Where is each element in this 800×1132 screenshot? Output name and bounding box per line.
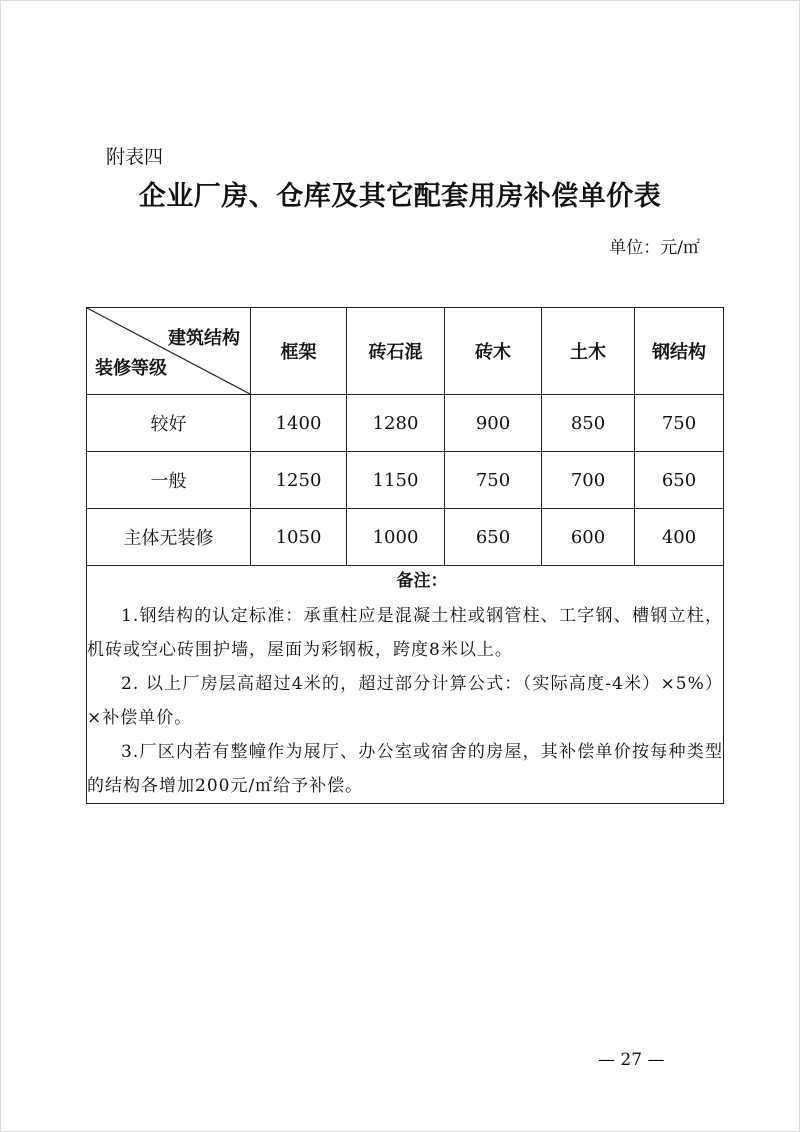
table-row	[87, 509, 724, 566]
price-cell: 1150	[347, 452, 445, 509]
structure-type-header: 建筑结构	[168, 328, 240, 349]
diagonal-divider	[87, 308, 250, 394]
column-header: 砖木	[445, 308, 542, 395]
price-cell: 650	[635, 452, 724, 509]
column-header: 砖石混	[347, 308, 445, 395]
compensation-price-table	[86, 307, 724, 804]
price-cell: 700	[542, 452, 635, 509]
note-item: 1.钢结构的认定标准：承重柱应是混凝土柱或钢管柱、工字钢、槽钢立柱，机砖或空心砖围护墙，屋面为彩钢板，跨度8米以上。	[87, 606, 723, 660]
note-item: 3.厂区内若有整幢作为展厅、办公室或宿舍的房屋，其补偿单价按每种类型的结构各增加200元/㎡给予补偿。	[87, 742, 723, 796]
price-cell: 750	[635, 395, 724, 452]
note-item: 2. 以上厂房层高超过4米的，超过部分计算公式：（实际高度-4米）×5%）×补偿单价。	[87, 674, 723, 728]
table-corner-cell	[87, 308, 251, 395]
notes-cell	[87, 566, 724, 804]
decoration-grade-header: 装修等级	[95, 358, 167, 379]
price-cell: 1280	[347, 395, 445, 452]
notes-row	[87, 566, 724, 804]
price-cell: 600	[542, 509, 635, 566]
table-row	[87, 395, 724, 452]
price-cell: 1250	[251, 452, 347, 509]
price-cell: 400	[635, 509, 724, 566]
page-number: — 27 —	[598, 1050, 665, 1070]
column-header: 钢结构	[635, 308, 724, 395]
price-cell: 900	[445, 395, 542, 452]
grade-cell: 主体无装修	[87, 509, 251, 566]
notes-heading: 备注：	[396, 571, 448, 591]
grade-cell: 一般	[87, 452, 251, 509]
page-title: 企业厂房、仓库及其它配套用房补偿单价表	[138, 181, 662, 212]
price-cell: 750	[445, 452, 542, 509]
price-cell: 1000	[347, 509, 445, 566]
table-header-row	[87, 308, 724, 395]
column-header: 土木	[542, 308, 635, 395]
appendix-label: 附表四	[106, 146, 164, 168]
price-cell: 1050	[251, 509, 347, 566]
price-cell: 650	[445, 509, 542, 566]
table-row	[87, 452, 724, 509]
price-cell: 850	[542, 395, 635, 452]
price-cell: 1400	[251, 395, 347, 452]
column-header: 框架	[251, 308, 347, 395]
grade-cell: 较好	[87, 395, 251, 452]
unit-label: 单位：元/㎡	[609, 238, 700, 258]
